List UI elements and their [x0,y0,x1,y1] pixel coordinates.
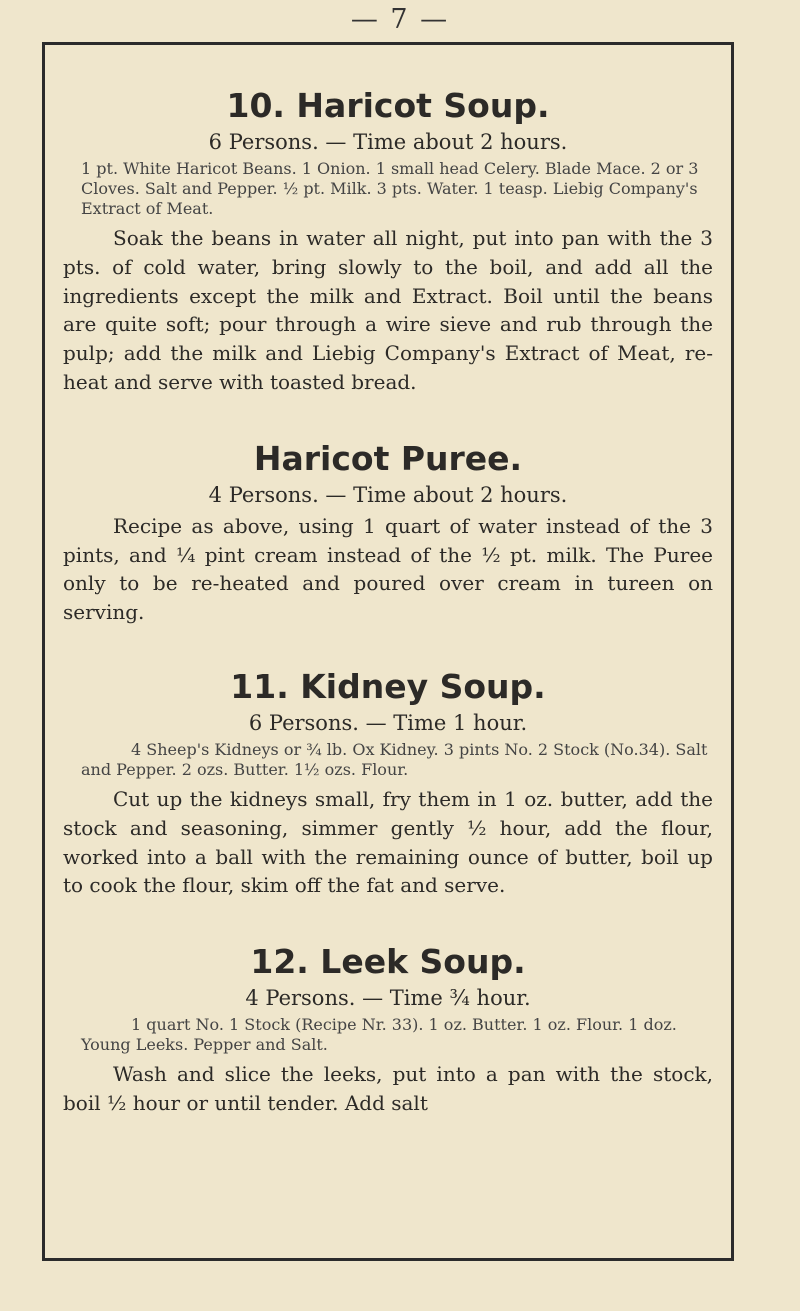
recipe-title: 10. Haricot Soup. [226,86,550,125]
recipe-meta: 6 Persons. — Time about 2 hours. [208,130,568,154]
recipe-ingredients: 1 quart No. 1 Stock (Recipe Nr. 33). 1 oz. Butter. 1 oz. Flour. 1 doz. Young Leeks. Pepper and Salt. [81,1015,677,1055]
page-number: — 7 — [350,4,450,35]
recipe-kidney-soup [63,665,713,900]
recipe-meta: 4 Persons. — Time ¾ hour. [245,986,531,1011]
recipe-method: Recipe as above, using 1 quart of water instead of the 3 pints, and ¼ pint cream instead of the ½ pt. milk. The Puree only to be re-heated and poured over cream in tureen on serving. [63,513,713,625]
recipe-haricot-puree [63,437,713,627]
recipe-title: Haricot Puree. [253,438,523,478]
recipe-meta: 4 Persons. — Time about 2 hours. [208,482,568,507]
recipe-haricot-soup [63,84,713,397]
recipe-ingredients: 1 pt. White Haricot Beans. 1 Onion. 1 small head Celery. Blade Mace. 2 or 3 Cloves. Salt and Pepper. ½ pt. Milk. 3 pts. Water. 1 teasp. Liebig Company's Extract of Meat. [81,159,699,218]
recipe-leek-soup [63,940,713,1118]
recipe-method: Cut up the kidneys small, fry them in 1 oz. butter, add the stock and seasoning, simmer gently ½ hour, add the flour, worked into a ball with the remaining ounce of butter, boil up to cook the flour, skim off the fat and serve. [63,786,713,898]
recipe-ingredients: 4 Sheep's Kidneys or ¾ lb. Ox Kidney. 3 pints No. 2 Stock (No.34). Salt and Pepper. 2 ozs. Butter. 1½ ozs. Flour. [81,739,708,779]
recipe-meta: 6 Persons. — Time 1 hour. [248,710,528,735]
recipe-title: 11. Kidney Soup. [230,666,546,706]
recipe-method: Wash and slice the leeks, put into a pan with the stock, boil ½ hour or until tender. Add salt [63,1062,713,1115]
recipe-title: 12. Leek Soup. [250,942,526,982]
recipe-page [63,84,713,1118]
recipe-method: Soak the beans in water all night, put into pan with the 3 pts. of cold water, bring slowly to the boil, and add all the ingredients except the milk and Extract. Boil until the beans are quite soft; pour through a wire sieve and rub through the pulp; add the milk and Liebig Company's Extract of Meat, re-heat and serve with toasted bread. [63,226,713,394]
